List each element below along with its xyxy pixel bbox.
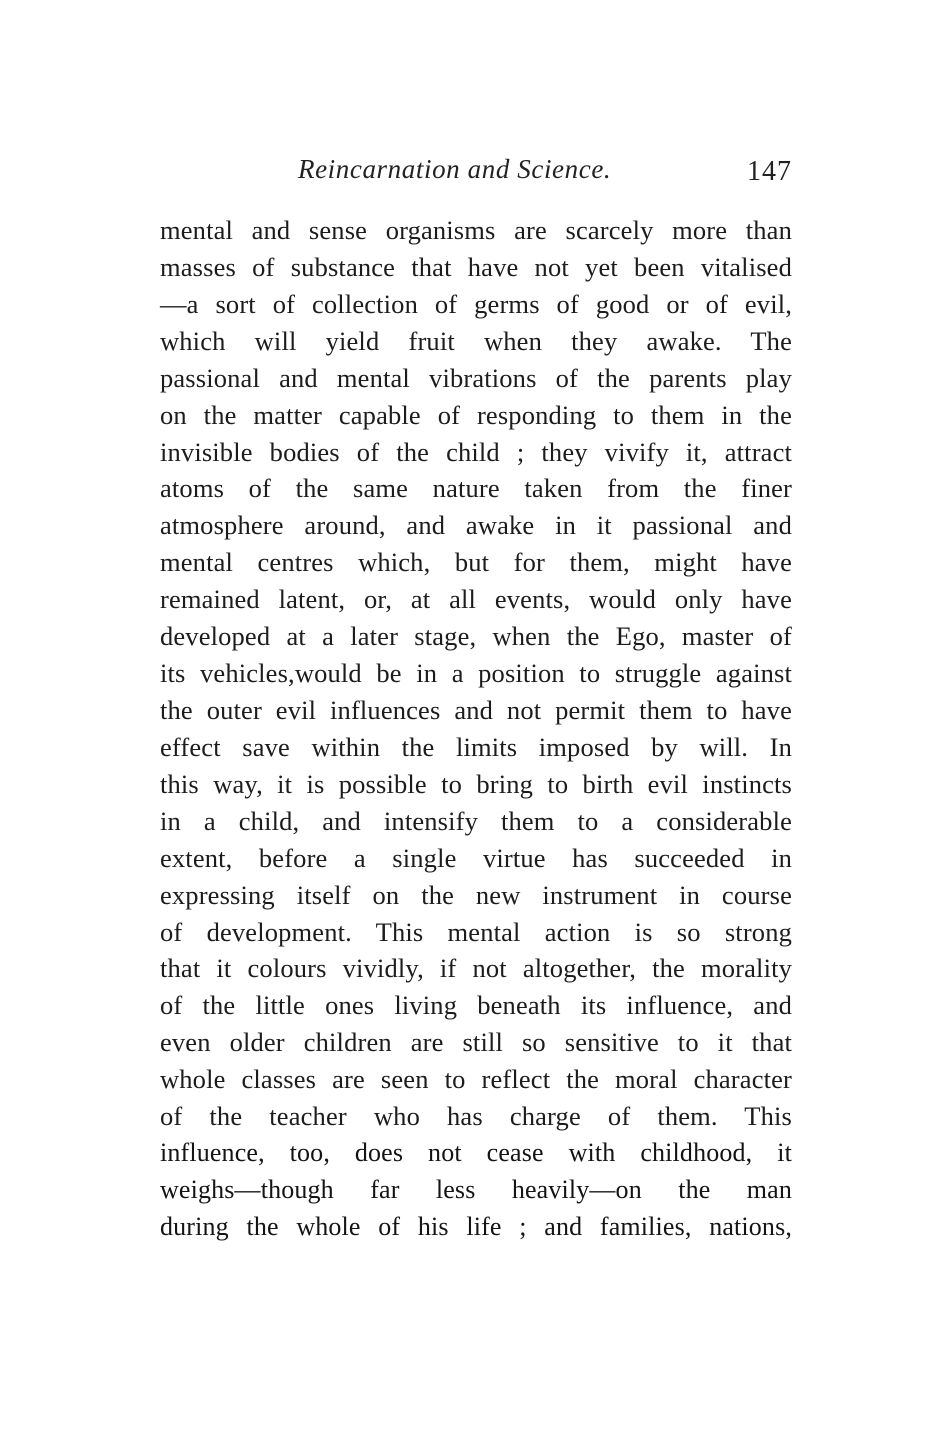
- text-line: invisible bodies of the child ; they vivify it, attract: [160, 436, 792, 467]
- text-line: on the matter capable of responding to them in the: [160, 399, 792, 430]
- text-line: influence, too, does not cease with childhood, it: [160, 1138, 792, 1168]
- text-line: atoms of the same nature taken from the finer: [160, 473, 792, 504]
- text-line: passional and mental vibrations of the parents play: [160, 362, 792, 393]
- text-line: —a sort of collection of germs of good or of evil,: [160, 288, 792, 319]
- running-head-title: Reincarnation and Science.: [298, 154, 612, 184]
- text-line: masses of substance that have not yet been vitalised: [160, 251, 792, 282]
- text-line: mental centres which, but for them, might have: [160, 547, 792, 578]
- text-line: during the whole of his life ; and families, nations,: [160, 1211, 792, 1241]
- text-line: even older children are still so sensitive to it that: [160, 1027, 792, 1058]
- text-line: effect save within the limits imposed by will. In: [160, 731, 792, 762]
- text-line: in a child, and intensify them to a considerable: [160, 805, 792, 836]
- text-line: of the little ones living beneath its influence, and: [160, 990, 792, 1021]
- text-line: its vehicles,would be in a position to struggle against: [160, 658, 792, 689]
- page-number: 147: [747, 156, 792, 187]
- running-head: [160, 154, 792, 194]
- text-line: remained latent, or, at all events, would only have: [160, 584, 792, 615]
- text-line: developed at a later stage, when the Ego, master of: [160, 621, 792, 652]
- text-line: that it colours vividly, if not altogether, the morality: [160, 953, 792, 984]
- body-text: [160, 212, 792, 1246]
- text-line: mental and sense organisms are scarcely more than: [160, 215, 792, 245]
- text-line: which will yield fruit when they awake. The: [160, 325, 792, 356]
- text-line: of development. This mental action is so strong: [160, 916, 792, 947]
- text-line: atmosphere around, and awake in it passional and: [160, 510, 792, 541]
- text-line: weighs—though far less heavily—on the man: [160, 1174, 792, 1204]
- text-line: of the teacher who has charge of them. This: [160, 1101, 792, 1132]
- text-line: extent, before a single virtue has succeeded in: [160, 842, 792, 873]
- text-line: this way, it is possible to bring to birth evil instincts: [160, 768, 792, 799]
- text-line: the outer evil influences and not permit them to have: [160, 694, 792, 725]
- text-line: whole classes are seen to reflect the moral character: [160, 1064, 792, 1095]
- text-line: expressing itself on the new instrument in course: [160, 879, 792, 910]
